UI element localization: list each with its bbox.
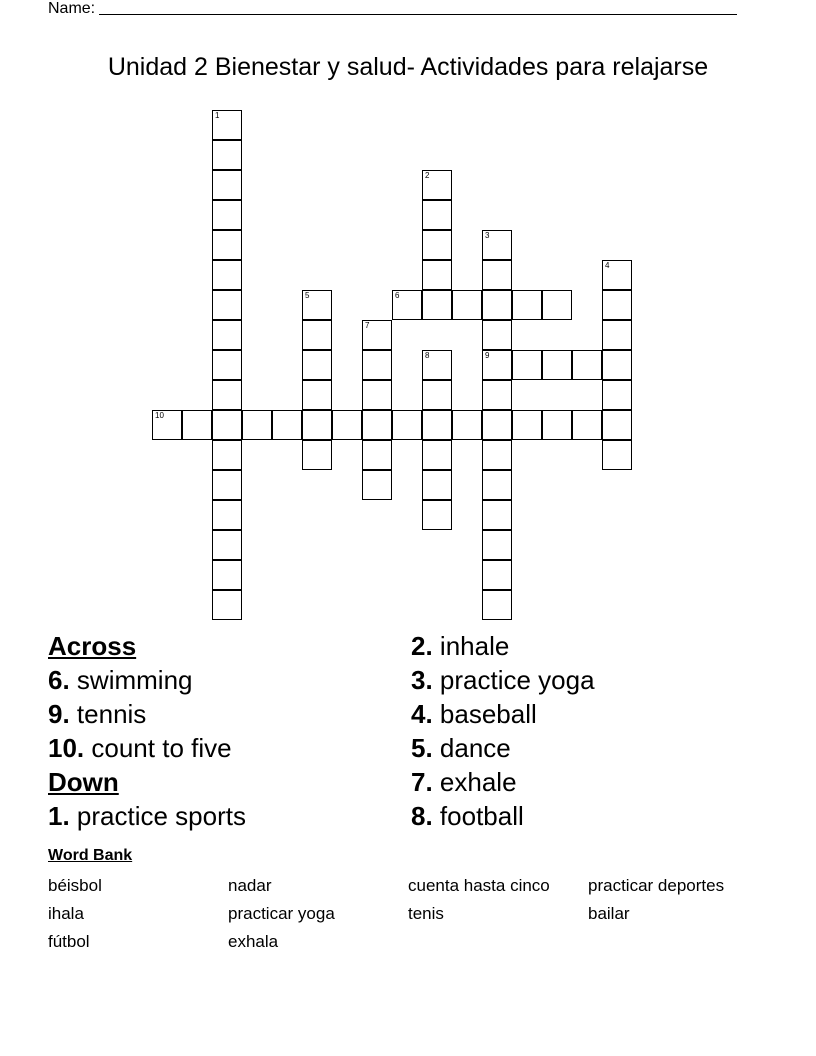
crossword-cell[interactable]: [422, 260, 452, 290]
crossword-cell[interactable]: [212, 470, 242, 500]
crossword-cell[interactable]: [482, 380, 512, 410]
cell-number: 4: [605, 261, 610, 270]
cell-number: 6: [395, 291, 400, 300]
word-bank-item: exhala: [228, 932, 279, 951]
name-label: Name:: [48, 0, 96, 17]
clue-number: 6.: [48, 665, 70, 695]
word-bank-item: tenis: [408, 904, 444, 923]
clue-down-1: [48, 799, 246, 833]
clue-down-5: [411, 731, 595, 765]
crossword-cell[interactable]: [212, 200, 242, 230]
crossword-cell[interactable]: [212, 170, 242, 200]
cell-number: 7: [365, 321, 370, 330]
across-heading: Across: [48, 631, 137, 661]
clue-text: baseball: [439, 699, 537, 729]
crossword-cell[interactable]: [572, 350, 602, 380]
crossword-cell[interactable]: [212, 500, 242, 530]
crossword-cell[interactable]: [482, 500, 512, 530]
down-heading: Down: [48, 767, 119, 797]
crossword-cell[interactable]: [422, 410, 452, 440]
crossword-cell[interactable]: [482, 230, 512, 260]
clue-down-4: [411, 697, 595, 731]
crossword-cell[interactable]: [302, 290, 332, 320]
clues-left-column: [48, 629, 246, 833]
clue-across-6: [48, 663, 246, 697]
crossword-cell[interactable]: [422, 200, 452, 230]
crossword-cell[interactable]: [212, 380, 242, 410]
crossword-cell[interactable]: [362, 350, 392, 380]
crossword-cell[interactable]: [212, 110, 242, 140]
clue-number: 9.: [48, 699, 70, 729]
clue-number: 4.: [411, 699, 433, 729]
crossword-cell[interactable]: [602, 440, 632, 470]
cell-number: 5: [305, 291, 310, 300]
crossword-cell[interactable]: [422, 170, 452, 200]
clue-number: 7.: [411, 767, 433, 797]
crossword-cell[interactable]: [212, 320, 242, 350]
crossword-cell[interactable]: [602, 320, 632, 350]
crossword-cell[interactable]: [212, 230, 242, 260]
crossword-cell[interactable]: [452, 290, 482, 320]
crossword-cell[interactable]: [362, 440, 392, 470]
word-bank-item: fútbol: [48, 932, 90, 951]
crossword-cell[interactable]: [212, 290, 242, 320]
word-bank-item: cuenta hasta cinco: [408, 876, 550, 895]
crossword-cell[interactable]: [512, 410, 542, 440]
crossword-cell[interactable]: [212, 560, 242, 590]
clue-number: 8.: [411, 801, 433, 831]
word-bank-item: bailar: [588, 904, 630, 923]
crossword-cell[interactable]: [482, 440, 512, 470]
crossword-cell[interactable]: [422, 230, 452, 260]
word-bank-item: béisbol: [48, 876, 102, 895]
crossword-cell[interactable]: [362, 320, 392, 350]
clue-down-7: [411, 765, 595, 799]
crossword-cell[interactable]: [602, 260, 632, 290]
crossword-cell[interactable]: [542, 410, 572, 440]
crossword-cell[interactable]: [602, 380, 632, 410]
crossword-cell[interactable]: [482, 590, 512, 620]
clue-number: 1.: [48, 801, 70, 831]
clue-text: dance: [439, 733, 511, 763]
crossword-cell[interactable]: [482, 530, 512, 560]
crossword-cell[interactable]: [212, 530, 242, 560]
clue-text: practice sports: [76, 801, 246, 831]
crossword-cell[interactable]: [602, 350, 632, 380]
clue-text: swimming: [76, 665, 193, 695]
crossword-cell[interactable]: [482, 320, 512, 350]
clue-text: tennis: [76, 699, 147, 729]
word-bank-item: nadar: [228, 876, 272, 895]
cell-number: 8: [425, 351, 430, 360]
clue-number: 2.: [411, 631, 433, 661]
cell-number: 3: [485, 231, 490, 240]
clue-across-9: [48, 697, 246, 731]
crossword-cell[interactable]: [422, 290, 452, 320]
crossword-cell[interactable]: [542, 350, 572, 380]
clue-down-3: [411, 663, 595, 697]
crossword-cell[interactable]: [482, 470, 512, 500]
cell-number: 10: [155, 411, 164, 420]
crossword-cell[interactable]: [512, 290, 542, 320]
clue-number: 5.: [411, 733, 433, 763]
crossword-cell[interactable]: [602, 410, 632, 440]
crossword-cell[interactable]: [392, 410, 422, 440]
crossword-cell[interactable]: [422, 350, 452, 380]
crossword-cell[interactable]: [302, 410, 332, 440]
crossword-cell[interactable]: [422, 470, 452, 500]
crossword-cell[interactable]: [452, 410, 482, 440]
crossword-cell[interactable]: [302, 320, 332, 350]
word-bank-item: ihala: [48, 904, 84, 923]
crossword-cell[interactable]: [182, 410, 212, 440]
crossword-cell[interactable]: [302, 440, 332, 470]
crossword-cell[interactable]: [602, 290, 632, 320]
clues-right-column: [411, 629, 595, 833]
clue-down-2: [411, 629, 595, 663]
crossword-cell[interactable]: [212, 590, 242, 620]
crossword-cell[interactable]: [512, 350, 542, 380]
crossword-cell[interactable]: [362, 410, 392, 440]
crossword-cell[interactable]: [482, 260, 512, 290]
crossword-cell[interactable]: [212, 140, 242, 170]
crossword-cell[interactable]: [422, 380, 452, 410]
crossword-cell[interactable]: [152, 410, 182, 440]
crossword-cell[interactable]: [362, 470, 392, 500]
crossword-cell[interactable]: [212, 350, 242, 380]
word-bank-title: Word Bank: [48, 847, 133, 864]
clue-text: count to five: [91, 733, 232, 763]
crossword-cell[interactable]: [422, 440, 452, 470]
crossword-cell[interactable]: [362, 380, 392, 410]
crossword-cell[interactable]: [422, 500, 452, 530]
crossword-cell[interactable]: [212, 260, 242, 290]
cell-number: 1: [215, 111, 220, 120]
crossword-cell[interactable]: [482, 350, 512, 380]
clue-number: 3.: [411, 665, 433, 695]
crossword-cell[interactable]: [392, 290, 422, 320]
clue-number: 10.: [48, 733, 85, 763]
crossword-cell[interactable]: [212, 410, 242, 440]
crossword-cell[interactable]: [332, 410, 362, 440]
crossword-cell[interactable]: [242, 410, 272, 440]
crossword-cell[interactable]: [212, 440, 242, 470]
clue-text: football: [439, 801, 524, 831]
clue-text: exhale: [439, 767, 517, 797]
cell-number: 9: [485, 351, 490, 360]
clue-text: inhale: [439, 631, 510, 661]
word-bank-item: practicar yoga: [228, 904, 335, 923]
crossword-cell[interactable]: [542, 290, 572, 320]
cell-number: 2: [425, 171, 430, 180]
crossword-cell[interactable]: [482, 410, 512, 440]
page-title: Unidad 2 Bienestar y salud- Actividades para relajarse: [107, 53, 709, 81]
clue-across-10: [48, 731, 246, 765]
crossword-cell[interactable]: [482, 560, 512, 590]
clue-text: practice yoga: [439, 665, 595, 695]
clue-down-8: [411, 799, 595, 833]
word-bank-item: practicar deportes: [588, 876, 725, 895]
crossword-cell[interactable]: [302, 350, 332, 380]
crossword-cell[interactable]: [272, 410, 302, 440]
crossword-cell[interactable]: [302, 380, 332, 410]
crossword-cell[interactable]: [482, 290, 512, 320]
crossword-cell[interactable]: [572, 410, 602, 440]
